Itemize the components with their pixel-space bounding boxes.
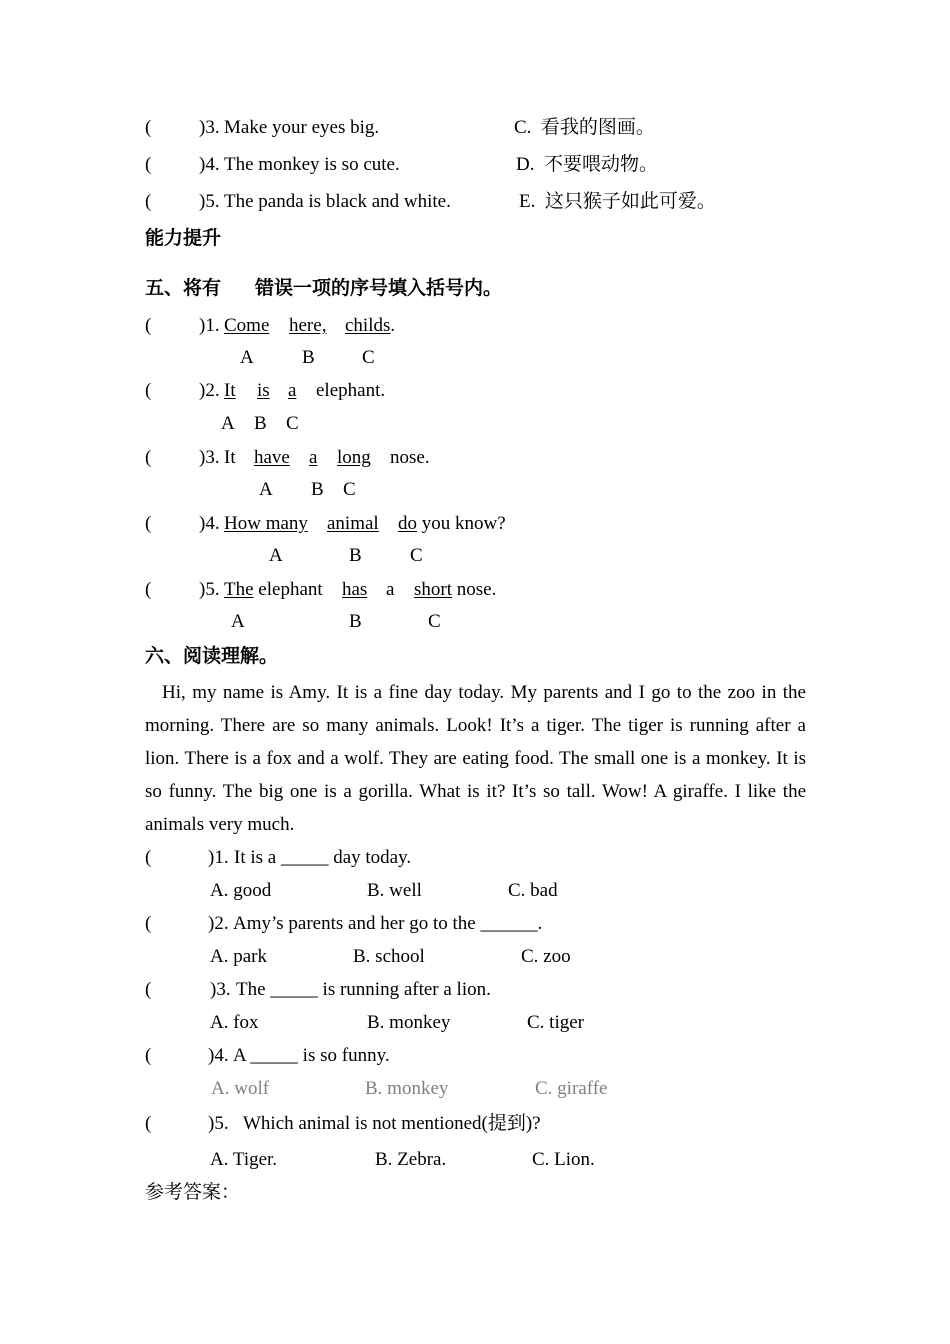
answers-section (0, 1181, 950, 1205)
underlined-word: here, (289, 315, 327, 336)
passage-line: lion. There is a fox and a wolf. They are eating food. The small one is a monkey. It is (145, 748, 806, 769)
underlined-word: It (224, 380, 236, 401)
underlined-word: How many (224, 513, 308, 534)
passage-line: animals very much. (145, 814, 295, 835)
answer-bracket: ( (145, 513, 152, 534)
word-group (398, 512, 506, 536)
question-options (0, 1148, 950, 1172)
underlined-word: has (342, 579, 368, 600)
question-stem: A _____ is so funny. (233, 1045, 390, 1066)
question-stem: It is a _____ day today. (234, 847, 412, 868)
option-letter: B (349, 545, 362, 566)
item-number: )3. (199, 447, 220, 468)
item-number: )5. (199, 191, 220, 212)
section-heading (0, 227, 950, 251)
question-number: )2. (208, 913, 229, 934)
word-group (345, 314, 395, 338)
option-letter: A (259, 479, 273, 500)
reading-question (0, 978, 950, 1002)
plain-word: you know? (421, 513, 506, 534)
item-number: )3. (199, 117, 220, 138)
word-group (224, 578, 323, 602)
reading-question (0, 912, 950, 936)
question-number: )3. (210, 979, 231, 1000)
ability-heading: 能力提升 (145, 228, 222, 249)
passage-line: morning. There are so many animals. Look! It’s a tiger. The tiger is running after a (145, 715, 806, 736)
option-a: A. fox (210, 1012, 259, 1033)
passage-line: Hi, my name is Amy. It is a fine day today. My parents and I go to the zoo in the (162, 682, 806, 703)
option-letters (0, 544, 950, 568)
option-c: C. tiger (527, 1012, 584, 1033)
option-letters (0, 478, 950, 502)
question-options (0, 879, 950, 903)
answer-bracket: ( (145, 191, 152, 212)
reading-title: 六、阅读理解。 (145, 646, 279, 667)
option-b: B. well (367, 880, 422, 901)
option-letter: B (302, 347, 315, 368)
section-five-title-part1: 五、将有 (145, 278, 222, 299)
word-group (414, 578, 496, 602)
error-item (0, 314, 950, 338)
matching-item (0, 116, 950, 140)
option-letter: B (254, 413, 267, 434)
option-b: B. monkey (367, 1012, 451, 1033)
reading-question (0, 846, 950, 870)
option-c: C. Lion. (532, 1149, 595, 1170)
option-letter: A (221, 413, 235, 434)
answer-bracket: ( (145, 315, 152, 336)
option-c: C. zoo (521, 946, 571, 967)
plain-word: elephant (258, 579, 323, 600)
answer-bracket: ( (145, 380, 152, 401)
option-letter: C (286, 413, 299, 434)
item-number: )4. (199, 513, 220, 534)
option-b: B. monkey (365, 1078, 449, 1099)
matching-item (0, 190, 950, 214)
option-c: C. giraffe (535, 1078, 608, 1099)
matching-item (0, 153, 950, 177)
answer-bracket: ( (145, 1113, 152, 1134)
underlined-word: short (414, 579, 452, 600)
question-options (0, 1077, 950, 1101)
question-stem: Amy’s parents and her go to the ______. (233, 913, 543, 934)
section-five-title-part2: 错误一项的序号填入括号内。 (255, 278, 503, 299)
underlined-word: long (337, 447, 371, 468)
reading-question (0, 1044, 950, 1068)
option-letters (0, 412, 950, 436)
question-number: )1. (208, 847, 229, 868)
question-stem: Which animal is not mentioned(提到)? (243, 1113, 541, 1134)
option-a: A. good (210, 880, 272, 901)
error-item (0, 578, 950, 602)
underlined-word: Come (224, 315, 270, 336)
plain-word: . (390, 315, 396, 336)
item-sentence: Make your eyes big. (224, 117, 380, 138)
option-a: A. Tiger. (210, 1149, 278, 1170)
answer-bracket: ( (145, 447, 152, 468)
matching-option: E. 这只猴子如此可爱。 (519, 191, 716, 212)
plain-word: nose. (456, 579, 497, 600)
item-number: )4. (199, 154, 220, 175)
underlined-word: have (254, 447, 290, 468)
option-letter: C (362, 347, 375, 368)
option-letters (0, 610, 950, 634)
answer-bracket: ( (145, 117, 152, 138)
error-item (0, 512, 950, 536)
underlined-word: a (288, 380, 297, 401)
option-b: B. school (353, 946, 425, 967)
underlined-word: do (398, 513, 417, 534)
option-b: B. Zebra. (375, 1149, 447, 1170)
question-stem: The _____ is running after a lion. (236, 979, 491, 1000)
option-letter: A (240, 347, 254, 368)
underlined-word: a (309, 447, 318, 468)
underlined-word: childs (345, 315, 391, 336)
plain-word: a (386, 579, 395, 600)
plain-word: elephant. (316, 380, 386, 401)
option-letter: B (349, 611, 362, 632)
error-item (0, 379, 950, 403)
plain-word: It (224, 447, 236, 468)
option-letter: B (311, 479, 324, 500)
option-a: A. wolf (211, 1078, 270, 1099)
option-letter: C (428, 611, 441, 632)
underlined-word: The (224, 579, 254, 600)
underlined-word: animal (327, 513, 379, 534)
answer-bracket: ( (145, 847, 152, 868)
item-sentence: The panda is black and white. (224, 191, 451, 212)
answer-bracket: ( (145, 154, 152, 175)
section-title (0, 277, 950, 301)
plain-word: nose. (390, 447, 430, 468)
answer-bracket: ( (145, 979, 152, 1000)
item-number: )2. (199, 380, 220, 401)
item-number: )5. (199, 579, 220, 600)
option-letters (0, 346, 950, 370)
answer-bracket: ( (145, 1045, 152, 1066)
answers-heading: 参考答案： (145, 1182, 241, 1203)
option-a: A. park (210, 946, 267, 967)
option-c: C. bad (508, 880, 558, 901)
question-number: )5. (208, 1113, 229, 1134)
answer-bracket: ( (145, 913, 152, 934)
matching-option: D. 不要喂动物。 (516, 154, 658, 175)
error-item (0, 446, 950, 470)
option-letter: A (231, 611, 245, 632)
item-sentence: The monkey is so cute. (224, 154, 400, 175)
question-number: )4. (208, 1045, 229, 1066)
option-letter: A (269, 545, 283, 566)
matching-option: C. 看我的图画。 (514, 117, 655, 138)
section-title (0, 645, 950, 669)
reading-question (0, 1112, 950, 1136)
option-letter: C (410, 545, 423, 566)
question-options (0, 945, 950, 969)
answer-bracket: ( (145, 579, 152, 600)
item-number: )1. (199, 315, 220, 336)
option-letter: C (343, 479, 356, 500)
question-options (0, 1011, 950, 1035)
underlined-word: is (257, 380, 270, 401)
passage-line: so funny. The big one is a gorilla. What is it? It’s so tall. Wow! A giraffe. I like the (145, 781, 806, 802)
